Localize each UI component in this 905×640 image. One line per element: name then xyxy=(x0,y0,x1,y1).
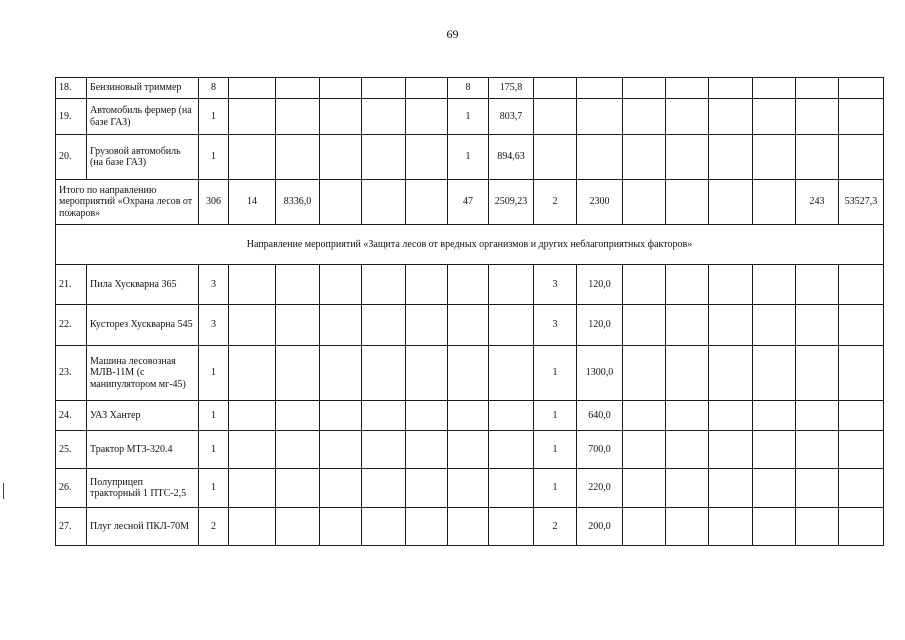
value-cell xyxy=(362,265,406,305)
value-cell xyxy=(448,469,489,508)
value-cell xyxy=(489,265,534,305)
value-cell xyxy=(796,135,839,180)
value-cell xyxy=(229,265,276,305)
value-cell xyxy=(534,135,577,180)
item-name: УАЗ Хантер xyxy=(87,401,199,431)
value-cell xyxy=(406,508,448,546)
value-cell xyxy=(320,431,362,469)
value-cell xyxy=(229,135,276,180)
value-cell: 1 xyxy=(199,346,229,401)
value-cell xyxy=(839,431,884,469)
value-cell xyxy=(406,265,448,305)
value-cell xyxy=(276,346,320,401)
item-name: Грузовой автомобиль (на базе ГАЗ) xyxy=(87,135,199,180)
value-cell xyxy=(753,401,796,431)
value-cell xyxy=(709,469,753,508)
value-cell xyxy=(320,78,362,99)
value-cell xyxy=(666,180,709,225)
value-cell: 8 xyxy=(199,78,229,99)
value-cell xyxy=(229,469,276,508)
value-cell xyxy=(320,469,362,508)
value-cell xyxy=(320,346,362,401)
value-cell xyxy=(709,265,753,305)
value-cell xyxy=(229,346,276,401)
value-cell: 1300,0 xyxy=(577,346,623,401)
value-cell xyxy=(623,401,666,431)
value-cell xyxy=(623,346,666,401)
row-number: 26. xyxy=(56,469,87,508)
value-cell xyxy=(489,346,534,401)
value-cell xyxy=(709,135,753,180)
value-cell xyxy=(709,508,753,546)
value-cell xyxy=(623,305,666,346)
value-cell xyxy=(362,78,406,99)
value-cell xyxy=(709,346,753,401)
value-cell xyxy=(448,508,489,546)
row-number: 18. xyxy=(56,78,87,99)
value-cell xyxy=(709,431,753,469)
value-cell xyxy=(406,99,448,135)
table-row xyxy=(56,78,884,99)
section-header-row xyxy=(56,225,884,265)
value-cell xyxy=(623,78,666,99)
value-cell: 1 xyxy=(448,99,489,135)
value-cell xyxy=(623,469,666,508)
value-cell xyxy=(320,305,362,346)
value-cell xyxy=(666,135,709,180)
value-cell xyxy=(229,99,276,135)
value-cell xyxy=(796,401,839,431)
value-cell: 1 xyxy=(534,431,577,469)
value-cell xyxy=(406,180,448,225)
value-cell xyxy=(406,401,448,431)
value-cell xyxy=(709,99,753,135)
value-cell xyxy=(320,401,362,431)
value-cell xyxy=(839,508,884,546)
table-row xyxy=(56,265,884,305)
value-cell: 220,0 xyxy=(577,469,623,508)
value-cell xyxy=(709,78,753,99)
value-cell xyxy=(276,401,320,431)
value-cell xyxy=(709,180,753,225)
value-cell xyxy=(276,99,320,135)
value-cell xyxy=(577,78,623,99)
value-cell: 2 xyxy=(199,508,229,546)
row-number: 20. xyxy=(56,135,87,180)
value-cell: 2509,23 xyxy=(489,180,534,225)
value-cell xyxy=(489,401,534,431)
row-number: 23. xyxy=(56,346,87,401)
value-cell xyxy=(796,431,839,469)
value-cell: 894,63 xyxy=(489,135,534,180)
value-cell xyxy=(839,346,884,401)
value-cell: 3 xyxy=(534,305,577,346)
value-cell xyxy=(229,431,276,469)
value-cell xyxy=(448,265,489,305)
value-cell xyxy=(623,508,666,546)
value-cell xyxy=(666,99,709,135)
value-cell xyxy=(796,265,839,305)
value-cell xyxy=(839,401,884,431)
value-cell xyxy=(229,305,276,346)
value-cell: 1 xyxy=(199,431,229,469)
value-cell: 8336,0 xyxy=(276,180,320,225)
item-name: Плуг лесной ПКЛ-70М xyxy=(87,508,199,546)
item-name: Автомобиль фермер (на базе ГАЗ) xyxy=(87,99,199,135)
total-row xyxy=(56,180,884,225)
page-number: 69 xyxy=(446,27,459,41)
value-cell xyxy=(709,305,753,346)
value-cell xyxy=(577,99,623,135)
value-cell xyxy=(362,99,406,135)
table-row xyxy=(56,99,884,135)
value-cell xyxy=(362,469,406,508)
value-cell: 120,0 xyxy=(577,305,623,346)
value-cell: 243 xyxy=(796,180,839,225)
value-cell: 1 xyxy=(199,401,229,431)
value-cell xyxy=(796,305,839,346)
value-cell xyxy=(796,346,839,401)
value-cell xyxy=(753,78,796,99)
item-name: Бензиновый триммер xyxy=(87,78,199,99)
value-cell xyxy=(666,469,709,508)
value-cell xyxy=(448,431,489,469)
value-cell xyxy=(406,135,448,180)
value-cell xyxy=(753,265,796,305)
value-cell xyxy=(406,431,448,469)
value-cell xyxy=(320,99,362,135)
value-cell: 53527,3 xyxy=(839,180,884,225)
value-cell xyxy=(362,180,406,225)
value-cell xyxy=(276,431,320,469)
value-cell xyxy=(839,265,884,305)
value-cell: 1 xyxy=(199,99,229,135)
value-cell xyxy=(406,78,448,99)
value-cell xyxy=(276,135,320,180)
value-cell: 1 xyxy=(199,135,229,180)
value-cell xyxy=(709,401,753,431)
value-cell xyxy=(534,99,577,135)
value-cell: 3 xyxy=(199,265,229,305)
value-cell xyxy=(362,431,406,469)
value-cell xyxy=(406,305,448,346)
row-number: 21. xyxy=(56,265,87,305)
value-cell xyxy=(276,78,320,99)
value-cell xyxy=(839,469,884,508)
value-cell: 120,0 xyxy=(577,265,623,305)
row-number: 19. xyxy=(56,99,87,135)
value-cell xyxy=(753,305,796,346)
value-cell xyxy=(753,431,796,469)
table-row xyxy=(56,508,884,546)
value-cell xyxy=(577,135,623,180)
value-cell: 3 xyxy=(199,305,229,346)
value-cell xyxy=(666,265,709,305)
value-cell xyxy=(276,469,320,508)
value-cell xyxy=(229,508,276,546)
item-name: Пила Хускварна 365 xyxy=(87,265,199,305)
value-cell xyxy=(448,401,489,431)
table-row xyxy=(56,401,884,431)
item-name: Кусторез Хускварна 545 xyxy=(87,305,199,346)
value-cell xyxy=(406,346,448,401)
value-cell: 14 xyxy=(229,180,276,225)
value-cell: 8 xyxy=(448,78,489,99)
value-cell: 47 xyxy=(448,180,489,225)
value-cell xyxy=(839,305,884,346)
value-cell xyxy=(489,508,534,546)
value-cell xyxy=(666,305,709,346)
value-cell: 175,8 xyxy=(489,78,534,99)
value-cell xyxy=(796,78,839,99)
value-cell xyxy=(623,431,666,469)
value-cell xyxy=(276,305,320,346)
value-cell xyxy=(839,135,884,180)
table-row xyxy=(56,305,884,346)
value-cell xyxy=(666,508,709,546)
value-cell: 306 xyxy=(199,180,229,225)
value-cell xyxy=(623,265,666,305)
value-cell xyxy=(320,180,362,225)
total-label: Итого по направлению мероприятий «Охрана лесов от пожаров» xyxy=(56,180,199,225)
value-cell: 1 xyxy=(534,346,577,401)
row-number: 24. xyxy=(56,401,87,431)
item-name: Машина лесовозная МЛВ-11М (с манипулятором мг-45) xyxy=(87,346,199,401)
value-cell: 2 xyxy=(534,508,577,546)
row-number: 22. xyxy=(56,305,87,346)
table-row xyxy=(56,431,884,469)
value-cell xyxy=(362,305,406,346)
value-cell xyxy=(753,180,796,225)
section-title: Направление мероприятий «Защита лесов от вредных организмов и других неблагоприятных факторов» xyxy=(56,225,884,265)
value-cell xyxy=(753,469,796,508)
value-cell xyxy=(623,180,666,225)
value-cell xyxy=(623,99,666,135)
value-cell xyxy=(534,78,577,99)
value-cell xyxy=(362,508,406,546)
value-cell xyxy=(839,99,884,135)
value-cell xyxy=(666,431,709,469)
value-cell: 700,0 xyxy=(577,431,623,469)
value-cell: 1 xyxy=(199,469,229,508)
value-cell xyxy=(666,401,709,431)
value-cell xyxy=(753,508,796,546)
value-cell: 200,0 xyxy=(577,508,623,546)
value-cell: 1 xyxy=(534,401,577,431)
value-cell xyxy=(320,265,362,305)
value-cell xyxy=(406,469,448,508)
table-row xyxy=(56,135,884,180)
row-number: 27. xyxy=(56,508,87,546)
value-cell xyxy=(362,401,406,431)
item-name: Полуприцеп тракторный 1 ПТС-2,5 xyxy=(87,469,199,508)
value-cell xyxy=(753,346,796,401)
value-cell xyxy=(362,346,406,401)
table-row xyxy=(56,346,884,401)
value-cell xyxy=(489,469,534,508)
scan-mark xyxy=(3,483,4,499)
value-cell xyxy=(839,78,884,99)
equipment-table xyxy=(55,77,884,546)
value-cell xyxy=(276,508,320,546)
value-cell xyxy=(448,305,489,346)
value-cell: 803,7 xyxy=(489,99,534,135)
value-cell xyxy=(362,135,406,180)
value-cell xyxy=(320,135,362,180)
value-cell xyxy=(489,431,534,469)
value-cell xyxy=(753,135,796,180)
value-cell: 1 xyxy=(448,135,489,180)
value-cell: 2 xyxy=(534,180,577,225)
value-cell xyxy=(229,401,276,431)
value-cell: 640,0 xyxy=(577,401,623,431)
value-cell xyxy=(448,346,489,401)
value-cell xyxy=(796,99,839,135)
value-cell xyxy=(666,78,709,99)
value-cell xyxy=(796,469,839,508)
value-cell xyxy=(666,346,709,401)
value-cell xyxy=(229,78,276,99)
value-cell xyxy=(489,305,534,346)
value-cell xyxy=(320,508,362,546)
row-number: 25. xyxy=(56,431,87,469)
item-name: Трактор МТЗ-320.4 xyxy=(87,431,199,469)
value-cell: 3 xyxy=(534,265,577,305)
value-cell xyxy=(276,265,320,305)
table-row xyxy=(56,469,884,508)
value-cell: 2300 xyxy=(577,180,623,225)
value-cell xyxy=(796,508,839,546)
value-cell xyxy=(753,99,796,135)
value-cell: 1 xyxy=(534,469,577,508)
value-cell xyxy=(623,135,666,180)
